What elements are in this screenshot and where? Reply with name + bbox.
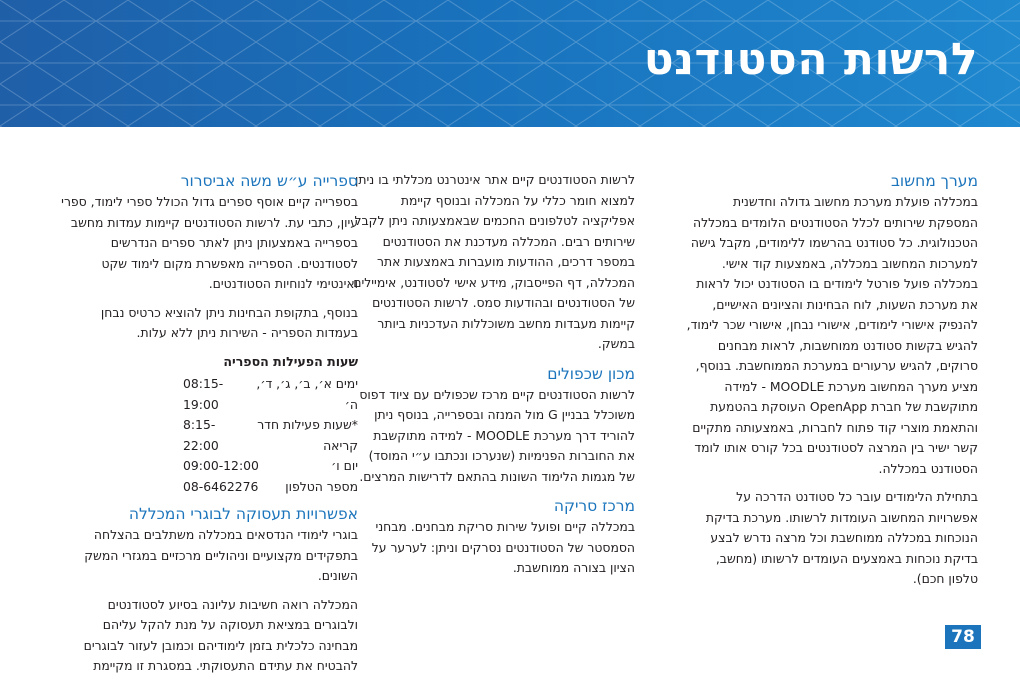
employment-paragraph-1: בוגרי לימודי הנדסאים במכללה משתלבים בהצלחה בתפקידים מקצועיים וניהוליים מרכזיים במגזרי המשק השונים. bbox=[84, 527, 358, 583]
hours-row-label: יום ו׳ bbox=[331, 458, 358, 473]
column-computer bbox=[683, 170, 978, 598]
scan-center-paragraph: במכללה קיים ופועל שירות סריקת מבחנים. מבחני הסמסטר של הסטודנטים נסרקים וניתן: לערער על הציון בצורה ממוחשבת. bbox=[371, 519, 635, 575]
hours-row-value: 8:15-22:00 bbox=[183, 417, 219, 453]
hours-row-value: 08:15-19:00 bbox=[183, 376, 224, 412]
hours-row bbox=[183, 374, 358, 415]
hours-row bbox=[183, 477, 358, 498]
hours-row-label: *שעות פעילות חדר קריאה bbox=[257, 417, 358, 453]
internet-paragraph: לרשות הסטודנטים קיים אתר אינטרנט מכללתי בו ניתן למצוא חומר כללי על המכללה ובנוסף קיימת אפליקציה לטלפונים החכמים שבאמצעותה ניתן לקבל שירותים רבים. המכללה מעדכנת את הסטודנטים במספר דרכים, ההודעות מועברות באמצעות אתר המכללה, דף הפייסבוק, מידע אישי לסטודנט, אימיילים של הסטודנטים ובהודעות סמס. לרשות הסטודנטים קיימות מעבדות מחשב משוכללות העדכניות ביותר במשק. bbox=[353, 172, 635, 351]
library-hours-title: שעות הפעילות הספריה bbox=[223, 353, 358, 369]
section-title-computer: מערך מחשוב bbox=[890, 172, 978, 190]
header-banner bbox=[0, 0, 1020, 127]
hours-row-label: ימים א׳, ב׳, ג׳, ד׳, ה׳ bbox=[256, 376, 358, 412]
section-title-library: ספרייה ע״ש משה אביסרור bbox=[180, 172, 358, 190]
section-title-scan-center: מרכז סריקה bbox=[553, 497, 635, 515]
section-title-employment: אפשרויות תעסוקה לבוגרי המכללה bbox=[128, 505, 358, 523]
page-number: 78 bbox=[945, 625, 981, 649]
page-title: לרשות הסטודנט bbox=[643, 34, 978, 85]
hours-row bbox=[183, 415, 358, 456]
library-hours-table bbox=[60, 374, 358, 497]
hours-row bbox=[183, 456, 358, 477]
phone-number: 08-6462276 bbox=[183, 478, 259, 494]
employment-paragraph-2: המכללה רואה חשיבות עליונה בסיוע לסטודנטים ולבוגרים במציאת תעסוקה על מנת להקל עליהם מבחינה כלכלית בזמן לימודיהם וכמובן לעזור לבוגרים להבטיח את עתידם התעסוקתי. במסגרת זו מקיימת bbox=[83, 596, 358, 673]
column-services bbox=[353, 170, 635, 587]
library-paragraph-2: בנוסף, בתקופת הבחינות ניתן להוציא כרטיס נבחן בעמדות הספריה - השירות ניתן ללא עלות. bbox=[100, 304, 358, 340]
hours-row-value: 09:00-12:00 bbox=[183, 458, 259, 473]
section-title-copy-center: מכון שכפולים bbox=[547, 364, 635, 383]
phone-label: מספר הטלפון bbox=[285, 478, 358, 494]
column-library bbox=[60, 170, 358, 680]
copy-center-paragraph: לרשות הסטודנטים קיים מרכז שכפולים עם ציוד דפוס משוכלל בבניין G מול המנזה ובספרייה, בנוסף ניתן להוריד דרך מערכת MOODLE - למידה מתוקשבת את החוברות הפנימיות (שנערכו ונכתבו ע״י המוסד) של מגמות הלימוד השונות בהתאם לדרישות המרצים. bbox=[359, 386, 635, 484]
computer-paragraph-1: במכללה פועלת מערכת מחשוב גדולה וחדשנית המספקת שירותים לכלל הסטודנטים הלומדים במכללה הטכנולוגית. כל סטודנט בהרשמו ללימודים, מקבל גישה למערכות המחשוב במכללה, באמצעות קוד אישי. במכללה פועל פורטל לימודים בו הסטודנט יכול לראות את מערכת השעות, לוח הבחינות והציונים האישיים, להנפיק אישורי לימודים, אישורי נבחן, אישורי שכר לימוד, להגיש בקשות סטודנט ממוחשבות, לראות מבחנים סרוקים, להגיש ערעורים במערכת הממוחשבת. בנוסף, מציע מערך המחשוב מערכת MOODLE - למידה מתוקשבת של חברת OpenApp העוסקת בהטמעת והתאמת מוצרי קוד פתוח לחברות, באמצעותה מתקיים קשר ישיר בין המרצה לסטודנטים בכל קורס אותו לומד הסטודנט במכללה. bbox=[686, 194, 978, 476]
computer-paragraph-2: בתחילת הלימודים עובר כל סטודנט הדרכה על אפשרויות המחשוב העומדות לרשותו. מערכת בדיקת הנוכחות במכללה ממוחשבת וכל מרצה נדרש לבצע בדיקת נוכחות באמצעים העומדים לרשותו (מחשב, טלפון חכם). bbox=[705, 489, 978, 586]
library-paragraph-1: בספרייה קיים אוסף ספרים גדול הכולל ספרי לימוד, ספרי עיון, כתבי עת. לרשות הסטודנטים קיימות עמדות מחשב בספרייה באמצעותן ניתן לאתר ספרים הנדרשים לסטודנטים. הספרייה מאפשרת מקום לימוד שקט ואינטימי לנוחיות הסטודנטים. bbox=[61, 194, 358, 291]
